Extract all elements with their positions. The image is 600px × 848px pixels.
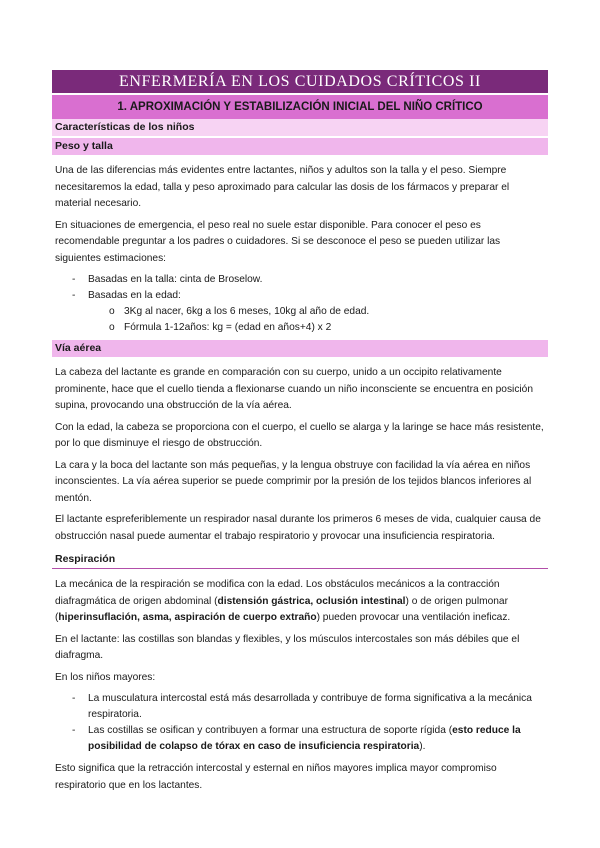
peso-paragraph-2: En situaciones de emergencia, el peso real no suele estar disponible. Para conocer el peso es recomendable preguntar a los padres o cuidadores. Si se desconoce el peso se pueden utilizar las siguientes estimaciones:: [55, 219, 501, 264]
resp-text: ) pueden provocar una ventilación ineficaz.: [316, 612, 511, 623]
chapter-title: 1. APROXIMACIÓN Y ESTABILIZACIÓN INICIAL DEL NIÑO CRÍTICO: [52, 95, 548, 119]
peso-sublist: [52, 304, 548, 336]
list-item: - Basadas en la edad:: [52, 288, 548, 304]
list-item: - Basadas en la talla: cinta de Broselow.: [52, 272, 548, 288]
list-item: o Fórmula 1-12años: kg = (edad en años+4) x 2: [52, 320, 548, 336]
list-item: [52, 723, 548, 755]
peso-paragraph-1: Una de las diferencias más evidentes entre lactantes, niños y adultos son la talla y el peso. Siempre necesitaremos la edad, talla y peso aproximado para calcular las dosis de los fármacos y preparar el material necesario.: [55, 165, 510, 209]
list-item: - La musculatura intercostal está más desarrollada y contribuye de forma significativa a la mecánica respiratoria.: [52, 691, 548, 723]
resp-text: La mecánica de la respiración se modifica con la edad. Los obstáculos mecánicos a la contracción diafragmática de origen abdominal (: [55, 579, 500, 607]
via-paragraph-1: La cabeza del lactante es grande en comparación con su cuerpo, unido a un occipito relativamente prominente, hace que el cuello tienda a flexionarse cuando un niño inconsciente se encuentra en posición supina, provocando una obstrucción de la vía aérea.: [55, 367, 534, 411]
section-respiracion: Respiración: [52, 551, 548, 569]
resp-text: ).: [419, 741, 426, 752]
resp-paragraph-4: Esto significa que la retracción intercostal y esternal en niños mayores implica mayor compromiso respiratorio que en los lactantes.: [55, 763, 497, 791]
resp-paragraph-2: En el lactante: las costillas son blandas y flexibles, y los músculos intercostales son más débiles que el diafragma.: [55, 633, 520, 661]
document-page: [52, 70, 548, 794]
list-item: o 3Kg al nacer, 6kg a los 6 meses, 10kg al año de edad.: [52, 304, 548, 320]
resp-emphasis: esto reduce la posibilidad de colapso de tórax en caso de insuficiencia respiratoria: [88, 725, 521, 752]
peso-list: [52, 272, 548, 304]
via-paragraph-4: El lactante espreferiblemente un respirador nasal durante los primeros 6 meses de vida, cualquier causa de obstrucción nasal puede aumentar el trabajo respiratorio y provocar una insuficiencia respiratoria.: [55, 514, 541, 542]
section-via-aerea: Vía aérea: [52, 340, 548, 357]
resp-paragraph-3: En los niños mayores:: [55, 671, 156, 683]
document-title: ENFERMERÍA EN LOS CUIDADOS CRÍTICOS II: [52, 70, 548, 93]
section-peso-talla: Peso y talla: [52, 138, 548, 155]
section-caracteristicas: Características de los niños: [52, 119, 548, 136]
resp-emphasis: distensión gástrica, oclusión intestinal: [217, 595, 406, 607]
resp-emphasis: hiperinsuflación, asma, aspiración de cuerpo extraño: [58, 612, 317, 623]
resp-list: [52, 691, 548, 755]
resp-text: Las costillas se osifican y contribuyen a formar una estructura de soporte rígida (: [88, 725, 453, 736]
via-paragraph-3: La cara y la boca del lactante son más pequeñas, y la lengua obstruye con facilidad la vía aérea en niños inconscientes. La vía aérea superior se puede comprimir por la presión de los tejidos blancos inferiores al mentón.: [55, 459, 532, 504]
via-paragraph-2: Con la edad, la cabeza se proporciona con el cuerpo, el cuello se alarga y la laringe se hace más resistente, por lo que disminuye el riesgo de obstrucción.: [55, 421, 544, 449]
resp-text: ) o de origen pulmonar (: [55, 595, 508, 623]
resp-paragraph-1: [52, 577, 548, 627]
